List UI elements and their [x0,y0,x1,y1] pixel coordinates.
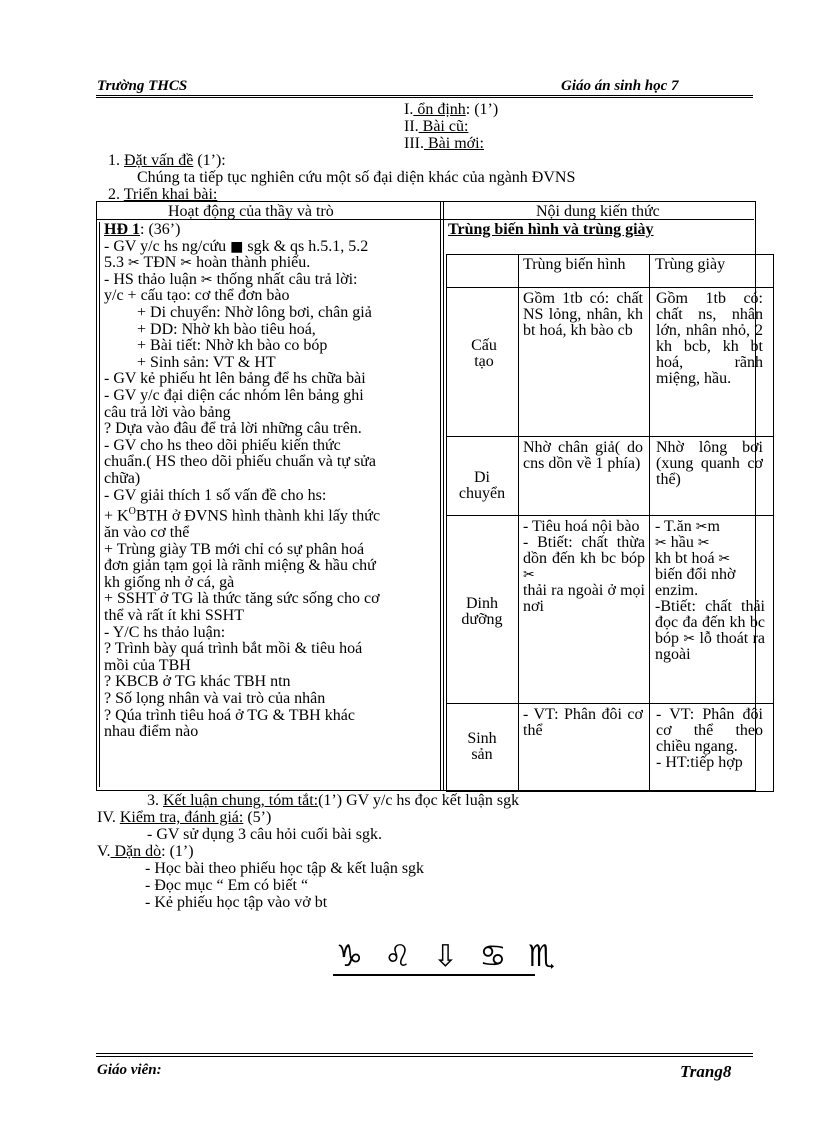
dan-do-time: : (1’) [161,843,194,860]
ket-luan-line [147,792,519,809]
dd-col3-d: kh bt hoá [655,550,715,567]
dan-do-item-2: - Đọc mục “ Em có biết “ [145,877,309,894]
dat-van-de-num: 1. [108,152,120,169]
dd-col3-line-1 [655,519,765,535]
dat-van-de-label: Đặt vấn đề [124,152,194,169]
bai-moi-label: Bài mới: [423,135,484,152]
left-text-33: ? Số lọng nhân và vai trò của nhân [104,689,326,707]
dd-col2-c: thải ra ngoài ở mọi nơi [523,582,645,615]
scissors-icon: ✂ [697,535,710,551]
row-di-chuyen-col2: Nhờ chân giả( do cns dồn về 1 phía) [523,440,643,472]
right-title: Trùng biến hình và trùng giày [448,222,654,238]
inner-col-2 [649,254,650,790]
footer-page: Trang8 [680,1062,732,1081]
left-text-6: thống nhất câu trả lời: [212,270,358,288]
left-text-7: y/c + cấu tạo: cơ thể đơn bào [104,287,290,305]
kiem-tra-item: - GV sử dụng 3 câu hỏi cuối bài sgk. [147,826,383,843]
left-text-16: - GV cho hs theo dõi phiếu kiến thức [104,436,341,454]
left-text-19: - GV giải thích 1 số vấn đề cho hs: [104,486,327,504]
left-text-35: nhau điểm nào [104,723,199,741]
row-dinh-duong-col2 [523,519,645,699]
left-text-27: + SSHT ở TG là thức tăng sức sống cho cơ [104,590,380,608]
bai-moi-line [404,135,484,152]
row-dinh-duong-col3 [655,519,765,702]
row-cau-tao-col2: Gồm 1tb có: chất NS lỏng, nhân, kh bt hoá, kh bào cb [523,291,643,339]
header-school: Trường THCS [97,78,188,94]
row-di-chuyen-label: Di chuyển [458,470,506,502]
left-text-10: + Bài tiết: Nhờ kh bào co bóp [137,337,328,355]
dd-col3-line-3 [655,551,765,567]
footer-rule [96,1053,753,1054]
footer-teacher: Giáo viên: [97,1062,162,1078]
left-text-25: đơn giản tạm gọi là rãnh miệng & hầu chứ [104,557,376,575]
dd-col3-f: -Btiết: chất thải đọc đa đến kh bc bóp [655,598,765,647]
dan-do-line [97,843,194,860]
kiem-tra-time: (5’) [243,809,272,826]
footer-rule-2 [96,1056,753,1057]
dan-do-item-1: - Học bài theo phiếu học tập & kết luận sgk [145,860,425,877]
left-line-kobth [104,504,434,525]
left-text-32: ? KBCB ở TG khác TBH ntn [104,673,291,691]
on-dinh-line [404,101,498,118]
left-text-34: ? Qúa trình tiêu hoá ở TG & TBH khác [104,706,355,724]
scissors-icon: ✂ [655,535,667,551]
left-text-30: ? Trình bày quá trình bắt mồi & tiêu hoá [104,640,363,658]
inner-header-col2: Trùng biến hình [523,257,626,273]
kiem-tra-label: Kiểm tra, đánh giá: [119,809,244,826]
left-column [104,222,434,741]
dd-col3-line-2 [655,535,765,551]
left-text-17: chuẩn.( HS theo dõi phiếu chuẩn và tự sửa [104,453,376,471]
left-text-15: ? Dựa vào đâu để trả lời những câu trên. [104,420,362,438]
dan-do-label: Dặn dò [110,843,162,860]
scissors-icon: ✂ [180,255,193,272]
row-sinh-san-label: Sinh sản [467,731,497,763]
row-sinh-san-col2: - VT: Phân đôi cơ thể [523,707,643,739]
col-left-header: Hoạt động của thầy và trò [168,204,334,220]
dan-do-item-3: - Kẻ phiếu học tập vào vở bt [145,894,328,911]
scissors-icon: ✂ [695,519,708,535]
hd-label: HĐ 1 [104,221,140,238]
scissors-icon: ✂ [200,271,213,288]
header-subject: Giáo án sinh học 7 [561,78,679,94]
left-text-3: TĐN [143,254,177,272]
row-dinh-duong-label: Dinh dưỡng [461,596,503,628]
left-line-3 [104,272,434,289]
main-table-divider [440,201,441,790]
bai-cu-line [404,118,468,135]
left-text-24: + Trùng giày TB mới chỉ có sự phân hoá [104,540,365,558]
left-text-22: BTH ở ĐVNS hình thành khi lấy thức [135,507,381,525]
left-text-28: thể và rất ít khi SSHT [104,606,244,624]
ket-luan-num: 3. [147,792,159,809]
dd-col3-b: m [707,519,720,535]
row-cau-tao-col3: Gồm 1tb có: chất ns, nhân lớn, nhân nhỏ, 2 kh bcb, kh bt hoá, rãnh miệng, hầu. [656,291,763,387]
kiem-tra-num: IV. [97,809,116,826]
dd-col2-b: - Btiết: chất thừa dồn đến kh bc bóp [523,534,645,567]
ornament-underline [333,974,535,976]
dat-van-de-line [108,152,226,169]
bai-moi-num: III. [404,135,424,152]
left-text-21: O [128,506,136,518]
dd-col3-c: hầu [670,534,694,551]
row-cau-tao-label: Cấu tạo [471,338,497,370]
scissors-icon: ✂ [128,255,140,272]
col-right-header: Nội dung kiến thức [536,204,660,220]
on-dinh-label: ổn định [413,101,466,118]
scissors-icon: ✂ [523,567,535,583]
dd-col3-g: lỗ thoát ra ngoài [655,630,765,663]
left-inner-rule [99,222,100,787]
left-text-26: kh giống nh ở cá, gà [104,573,235,591]
left-text-31: mồi của TBH [104,656,191,674]
ss-col3-a: - VT: Phân đôi cơ thể theo chiều ngang. [656,707,763,755]
dat-van-de-time: (1’): [193,152,226,169]
hd-time: : (36’) [140,221,181,238]
dd-col3-line-f [655,599,765,663]
dan-do-num: V. [97,843,111,860]
bai-cu-num: II. [404,118,419,135]
left-line-2 [104,255,434,272]
on-dinh-num: I. [404,101,414,118]
left-text-20: + K [104,507,129,525]
row-di-chuyen-col3: Nhờ lông bơi (xung quanh cơ thể) [656,440,763,488]
left-text-23: ăn vào cơ thể [104,524,190,542]
trien-khai-num: 2. [108,186,120,203]
row-sinh-san-col3 [656,707,763,789]
dat-van-de-text: Chúng ta tiếp tục nghiên cứu một số đại diện khác của ngành ĐVNS [137,169,576,186]
inner-row-1 [446,287,773,288]
dd-col3-a: - T.ăn [655,519,692,535]
inner-col-1 [518,254,519,790]
left-text-4: hoàn thành phiếu. [196,254,311,272]
left-text-11: + Sinh sản: VT & HT [137,353,276,371]
dd-col2-a: - Tiêu hoá nội bào [523,519,640,535]
inner-header-col3: Trùng giày [655,257,726,273]
left-text-12: - GV kẻ phiếu ht lên bảng để hs chữa bài [104,370,366,388]
scissors-icon: ✂ [683,631,696,647]
left-text-1: sgk & qs h.5.1, 5.2 [247,237,369,255]
left-text-9: + DD: Nhờ kh bào tiêu hoá, [137,320,316,338]
square-bullet-icon: ■ [230,238,244,255]
ss-col3-b: - HT:tiếp hợp [656,754,743,771]
left-text-13: - GV y/c đại diện các nhóm lên bảng ghi [104,386,364,404]
left-text-0: - GV y/c hs ng/cứu [104,237,227,255]
dd-col2-b-line [523,535,645,583]
left-text-5: - HS thảo luận [104,270,197,288]
dd-col3-e: biến đổi nhờ enzim. [655,566,736,599]
left-text-14: câu trả lời vào bảng [104,403,231,421]
left-text-8: + Di chuyển: Nhờ lông bơi, chân giả [137,303,372,321]
main-table-divider-2 [443,201,444,790]
zodiac-ornament: ♑ ♌ ⇩ ♋ ♏ [336,939,561,974]
inner-row-3 [446,515,773,516]
inner-row-2 [446,436,773,437]
ket-luan-label: Kết luận chung, tóm tắt: [163,792,319,809]
inner-row-4 [446,703,773,704]
header-rule-2 [96,97,753,98]
hd-line [104,222,434,239]
left-line-1 [104,239,434,256]
left-text-29: - Y/C hs thảo luận: [104,623,226,641]
left-text-2: 5.3 [104,254,124,272]
bai-cu-label: Bài cũ: [418,118,469,135]
left-text-18: chữa) [104,469,141,487]
kiem-tra-line [97,809,271,826]
on-dinh-time: : (1’) [465,101,499,118]
scissors-icon: ✂ [718,551,731,567]
trien-khai-label: Triển khai bài: [123,186,218,203]
ket-luan-text: (1’) GV y/c hs đọc kết luận sgk [318,792,520,809]
header-rule [96,95,753,96]
